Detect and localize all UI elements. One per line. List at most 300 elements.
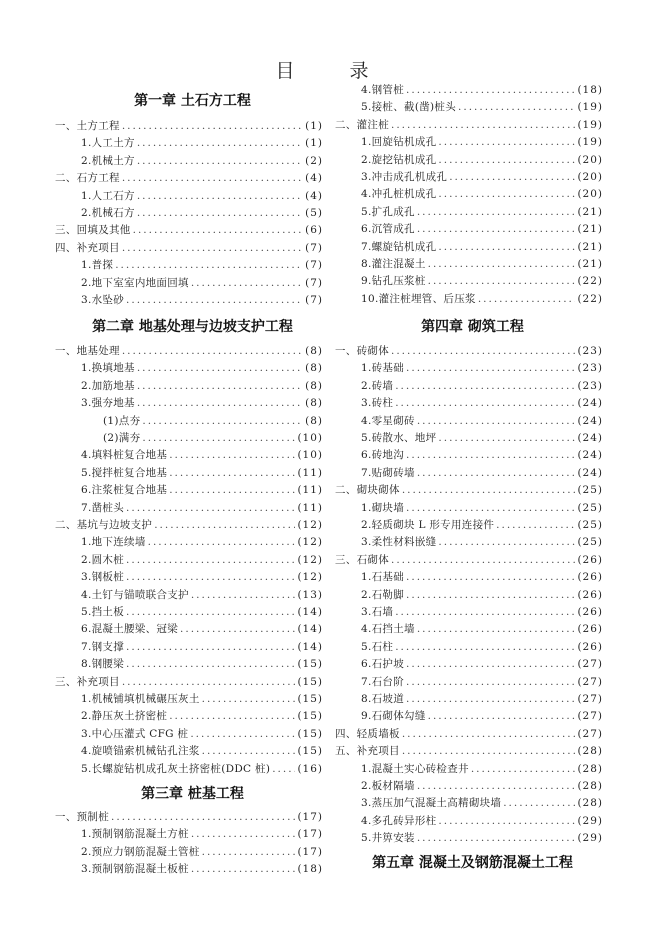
toc-entry [361,255,603,273]
toc-entry-title: 7.贴砌砖墙 [361,466,415,479]
toc-entry [81,568,323,586]
dot-leader [137,359,303,377]
dot-leader [122,239,303,257]
toc-entry-page: (7) [305,276,323,289]
dot-leader [428,255,576,273]
dot-leader [438,133,575,151]
toc-entry-page: (21) [577,258,603,270]
dot-leader [122,117,303,135]
toc-entry-title: 7.石台阶 [361,675,405,688]
toc-entry-page: (26) [577,606,603,618]
dot-leader [137,134,303,152]
toc-entry-title: 1.砖基础 [361,362,405,375]
dot-leader [126,291,303,309]
dot-leader [395,603,575,621]
toc-entry [55,673,323,691]
dot-leader [137,152,303,170]
toc-entry-title: 8.石坡道 [361,693,405,705]
toc-entry-page: (23) [577,345,603,357]
toc-entry-page: (8) [305,362,323,375]
toc-entry-title: 5.接桩、截(凿)桩头 [361,101,457,114]
dot-leader [428,272,576,290]
toc-entry [361,620,603,638]
toc-entry [361,412,603,430]
toc-entry [81,533,323,551]
dot-leader [191,860,296,878]
toc-entry-page: (26) [577,553,603,566]
dot-leader [406,81,575,99]
toc-entry-title: 10.灌注桩埋管、后压浆 [361,292,476,305]
toc-entry [361,377,603,395]
toc-entry-page: (26) [577,640,603,653]
toc-entry [103,429,323,447]
toc-entry-page: (8) [305,345,323,357]
toc-entry-page: (10) [297,449,323,462]
dot-leader [142,429,295,447]
dot-leader [169,481,295,499]
toc-entry [361,168,603,186]
toc-entry-title: 2.板材隔墙 [361,780,415,792]
toc-entry-page: (25) [577,536,603,549]
toc-entry-title: 3.强夯地基 [81,397,135,410]
toc-entry [361,290,603,308]
toc-entry-title: 二、石方工程 [55,172,120,185]
dot-leader [496,516,575,534]
toc-entry-title: 5.井箅安装 [361,832,415,845]
toc-entry [81,134,323,152]
toc-entry [81,274,323,292]
toc-entry [81,825,323,843]
toc-entry [81,256,323,274]
toc-entry-title: 3.柔性材料嵌缝 [361,536,437,549]
toc-entry [81,446,323,464]
toc-entry-title: 2.旋挖钻机成孔 [361,153,437,166]
toc-entry-title: 6.混凝土腰梁、冠梁 [81,623,179,636]
toc-entry-page: (17) [297,811,323,823]
toc-entry-title: 8.灌注混凝土 [361,258,426,270]
toc-entry-title: 1.普探 [81,259,114,272]
toc-entry-page: (8) [305,379,323,392]
dot-leader [169,707,295,725]
toc-entry-title: 二、基坑与边坡支护 [55,519,153,531]
toc-entry-title: 3.水坠砂 [81,294,125,306]
dot-leader [272,760,295,778]
toc-entry-title: 3.蒸压加气混凝土高精砌块墙 [361,797,502,810]
toc-entry-page: (12) [297,536,323,549]
toc-entry-title: 1.回旋钻机成孔 [361,136,437,149]
dot-leader [126,551,295,569]
toc-entry-title: 4.土钉与锚喷联合支护 [81,588,189,601]
toc-entry-title: 5.长螺旋钻机成孔灰土挤密桩(DDC 桩) [81,762,271,775]
toc-entry-page: (29) [577,814,603,827]
toc-entry-page: (14) [297,640,323,653]
toc-entry-page: (16) [297,762,323,775]
dot-leader [438,151,575,169]
toc-entry [81,690,323,708]
toc-entry [81,187,323,205]
toc-entry [361,794,603,812]
toc-entry-title: 4.石挡土墙 [361,623,415,636]
toc-entry [81,359,323,377]
dot-leader [503,794,575,812]
dot-leader [406,655,575,673]
toc-entry-page: (4) [305,172,323,185]
toc-entry [361,516,603,534]
toc-entry-page: (6) [305,224,323,237]
dot-leader [391,342,575,360]
toc-entry-page: (26) [577,623,603,636]
dot-leader [406,446,575,464]
toc-entry-title: 5.砖散水、地坪 [361,432,437,444]
toc-entry-page: (27) [577,693,603,705]
toc-entry-title: 5.石柱 [361,640,394,653]
dot-leader [154,516,295,534]
dot-leader [122,169,303,187]
dot-leader [190,725,295,743]
dot-leader [137,394,303,412]
toc-entry [81,204,323,222]
toc-entry-page: (27) [577,727,603,740]
toc-entry-page: (12) [297,519,323,531]
toc-entry-page: (7) [305,241,323,254]
dot-leader [111,808,295,826]
toc-entry [361,133,603,151]
toc-entry-title: 4.零星砌砖 [361,414,415,427]
dot-leader [406,499,575,517]
toc-entry [81,742,323,760]
toc-entry-title: 一、地基处理 [55,345,120,357]
dot-leader [126,603,295,621]
toc-entry [361,359,603,377]
toc-entry-page: (8) [305,397,323,410]
toc-entry-page: (23) [577,362,603,375]
toc-entry [55,221,323,239]
chapter-heading: 第三章 桩基工程 [141,786,244,802]
dot-leader [395,377,575,395]
toc-entry [81,499,323,517]
toc-entry-page: (24) [577,449,603,462]
dot-leader [478,290,576,308]
toc-entry [55,169,323,187]
toc-entry-page: (11) [297,466,323,479]
toc-entry-page: (12) [297,553,323,566]
toc-entry [361,203,603,221]
dot-leader [417,412,576,430]
toc-entry-page: (15) [297,675,323,688]
toc-entry [103,412,323,430]
toc-entry [361,238,603,256]
toc-entry [361,220,603,238]
toc-entry-title: 4.旋喷锚索机械钻孔注浆 [81,745,200,758]
toc-entry-title: 2.加筋地基 [81,379,135,392]
toc-entry-title: 2.轻质砌块 L 形专用连接件 [361,519,495,531]
toc-entry-page: (12) [297,571,323,584]
toc-entry-page: (20) [577,171,603,183]
toc-entry [81,394,323,412]
dot-leader [191,825,296,843]
toc-entry [55,516,323,534]
toc-entry [361,812,603,830]
dot-leader [402,481,576,499]
toc-entry-title: (1)点夯 [103,414,141,427]
toc-entry [361,638,603,656]
dot-leader [169,464,295,482]
toc-entry [81,655,323,673]
chapter-heading: 第五章 混凝土及钢筋混凝土工程 [372,855,573,871]
toc-entry-title: 二、灌注桩 [335,118,389,131]
toc-entry-title: 4.填料桩复合地基 [81,449,168,462]
toc-entry-title: 5.搅拌桩复合地基 [81,466,168,479]
toc-entry [81,707,323,725]
dot-leader [202,690,296,708]
dot-leader [471,760,576,778]
toc-entry-title: 2.机械土方 [81,154,135,167]
toc-entry [335,342,603,360]
dot-leader [417,829,576,847]
toc-entry [361,707,603,725]
toc-entry-title: 2.石勒脚 [361,588,405,601]
toc-entry-page: (15) [297,658,323,671]
toc-entry [81,152,323,170]
toc-entry-page: (27) [577,658,603,671]
toc-entry-title: 3.预制钢筋混凝土板桩 [81,863,189,876]
toc-entry-page: (25) [577,519,603,531]
toc-entry-title: 6.砖地沟 [361,449,405,462]
dot-leader [126,499,295,517]
toc-entry-page: (24) [577,414,603,427]
toc-entry [361,81,603,99]
dot-leader [402,742,576,760]
toc-entry-title: 5.扩孔成孔 [361,205,415,218]
toc-entry [361,568,603,586]
dot-leader [406,359,575,377]
dot-leader [137,377,303,395]
toc-entry-page: (21) [577,240,603,253]
toc-entry-title: 2.预应力钢筋混凝土管桩 [81,845,200,858]
dot-leader [417,464,576,482]
toc-entry [81,620,323,638]
toc-entry [81,603,323,621]
toc-entry-page: (28) [577,780,603,792]
toc-entry-page: (15) [297,710,323,723]
toc-entry-page: (27) [577,675,603,688]
toc-entry-title: 3.石墙 [361,606,394,618]
toc-entry-page: (19) [577,101,603,114]
dot-leader [417,203,576,221]
toc-entry [361,429,603,447]
dot-leader [391,551,575,569]
toc-entry-page: (7) [305,259,323,272]
toc-entry [361,655,603,673]
dot-leader [406,586,575,604]
toc-entry [81,760,323,778]
toc-entry-page: (19) [577,118,603,131]
toc-entry-page: (20) [577,153,603,166]
toc-entry [361,777,603,795]
toc-entry [361,394,603,412]
toc-entry-page: (15) [297,727,323,740]
toc-entry [335,551,603,569]
dot-leader [428,707,576,725]
toc-entry-title: 一、砖砌体 [335,345,389,357]
toc-entry [335,725,603,743]
toc-entry-page: (17) [297,828,323,841]
dot-leader [126,568,295,586]
toc-entry-page: (2) [305,154,323,167]
toc-entry-title: (2)满夯 [103,432,141,444]
toc-entry-title: 4.冲孔桩机成孔 [361,188,437,201]
toc-entry-title: 2.静压灰土挤密桩 [81,710,168,723]
toc-entry [335,116,603,134]
chapter-heading: 第二章 地基处理与边坡支护工程 [92,319,293,335]
dot-leader [169,446,295,464]
dot-leader [402,725,576,743]
toc-entry-page: (28) [577,797,603,810]
dot-leader [395,638,575,656]
toc-entry-page: (27) [577,710,603,723]
dot-leader [126,638,295,656]
toc-entry-page: (28) [577,762,603,775]
toc-entry-title: 三、补充项目 [55,675,120,688]
dot-leader [137,187,303,205]
dot-leader [122,673,296,691]
toc-entry-title: 3.中心压灌式 CFG 桩 [81,727,189,740]
toc-entry-page: (25) [577,484,603,497]
toc-entry-title: 2.圆木桩 [81,553,125,566]
dot-leader [406,568,575,586]
toc-entry-page: (15) [297,693,323,705]
toc-entry [361,272,603,290]
toc-entry-title: 8.钢腰梁 [81,658,125,671]
toc-entry-page: (13) [297,588,323,601]
toc-entry-page: (11) [297,501,323,514]
toc-entry [55,808,323,826]
toc-entry-title: 三、回填及其他 [55,224,131,237]
dot-leader [391,116,575,134]
toc-entry [361,603,603,621]
toc-entry-title: 4.多孔砖异形柱 [361,814,437,827]
toc-entry-page: (17) [297,845,323,858]
toc-entry-page: (21) [577,205,603,218]
toc-entry [361,185,603,203]
dot-leader [417,777,576,795]
toc-entry-page: (23) [577,379,603,392]
toc-entry-page: (24) [577,432,603,444]
toc-entry-page: (8) [305,414,323,427]
toc-entry-title: 9.钻孔压浆桩 [361,275,426,288]
dot-leader [406,673,575,691]
toc-entry-title: 7.钢支撑 [81,640,125,653]
dot-leader [438,812,575,830]
dot-leader [191,274,303,292]
toc-entry-title: 1.地下连续墙 [81,536,146,549]
toc-entry-title: 1.砌块墙 [361,501,405,514]
dot-leader [417,220,576,238]
dot-leader [142,412,303,430]
dot-leader [115,256,303,274]
toc-entry [361,98,603,116]
toc-entry [55,117,323,135]
toc-entry [361,499,603,517]
dot-leader [202,843,296,861]
toc-entry-page: (15) [297,745,323,758]
toc-entry-title: 6.石护坡 [361,658,405,671]
toc-entry-title: 一、土方工程 [55,120,120,132]
toc-entry-page: (14) [297,606,323,618]
toc-entry-title: 3.冲击成孔机成孔 [361,171,448,183]
toc-entry [55,239,323,257]
toc-entry-page: (1) [305,137,323,150]
toc-entry-title: 4.钢管桩 [361,84,405,96]
toc-entry-page: (22) [577,292,603,305]
toc-entry-page: (24) [577,397,603,410]
toc-entry-page: (18) [297,863,323,876]
toc-entry [361,446,603,464]
dot-leader [438,533,575,551]
toc-title: 目 录 [275,60,387,82]
chapter-heading: 第一章 土石方工程 [134,93,251,109]
toc-entry-page: (4) [305,189,323,202]
toc-entry-page: (28) [577,745,603,758]
toc-entry-title: 1.换填地基 [81,362,135,375]
toc-entry [81,725,323,743]
toc-entry [361,690,603,708]
toc-entry-page: (11) [297,484,323,497]
toc-entry-page: (21) [577,223,603,236]
toc-entry [361,673,603,691]
toc-entry-title: 二、砌块砌体 [335,484,400,497]
toc-entry-page: (19) [577,136,603,149]
toc-entry [81,586,323,604]
chapter-heading: 第四章 砌筑工程 [421,319,524,335]
dot-leader [133,221,304,239]
toc-entry-page: (20) [577,188,603,201]
toc-entry-page: (22) [577,275,603,288]
dot-leader [458,98,575,116]
toc-entry-title: 三、石砌体 [335,553,389,566]
dot-leader [417,620,576,638]
dot-leader [449,168,575,186]
toc-entry-title: 7.凿桩头 [81,501,125,514]
dot-leader [395,394,575,412]
dot-leader [148,533,296,551]
toc-entry-title: 9.石砌体勾缝 [361,710,426,723]
toc-entry [55,342,323,360]
toc-entry-title: 6.注浆桩复合地基 [81,484,168,497]
toc-entry-title: 2.砖墙 [361,379,394,392]
toc-entry [81,377,323,395]
dot-leader [438,238,575,256]
toc-entry-page: (1) [305,120,323,132]
toc-entry-title: 1.预制钢筋混凝土方桩 [81,828,189,841]
toc-entry-page: (10) [297,432,323,444]
toc-entry [81,291,323,309]
toc-entry-title: 五、补充项目 [335,745,400,758]
toc-entry [81,481,323,499]
toc-entry-page: (14) [297,623,323,636]
toc-entry-title: 1.人工土方 [81,137,135,150]
toc-entry [81,860,323,878]
dot-leader [126,655,295,673]
dot-leader [438,185,575,203]
dot-leader [406,690,575,708]
toc-entry-page: (26) [577,588,603,601]
toc-entry-page: (29) [577,832,603,845]
toc-entry-title: 5.挡土板 [81,606,125,618]
toc-entry-page: (24) [577,466,603,479]
toc-entry [361,586,603,604]
toc-entry-title: 四、补充项目 [55,241,120,254]
